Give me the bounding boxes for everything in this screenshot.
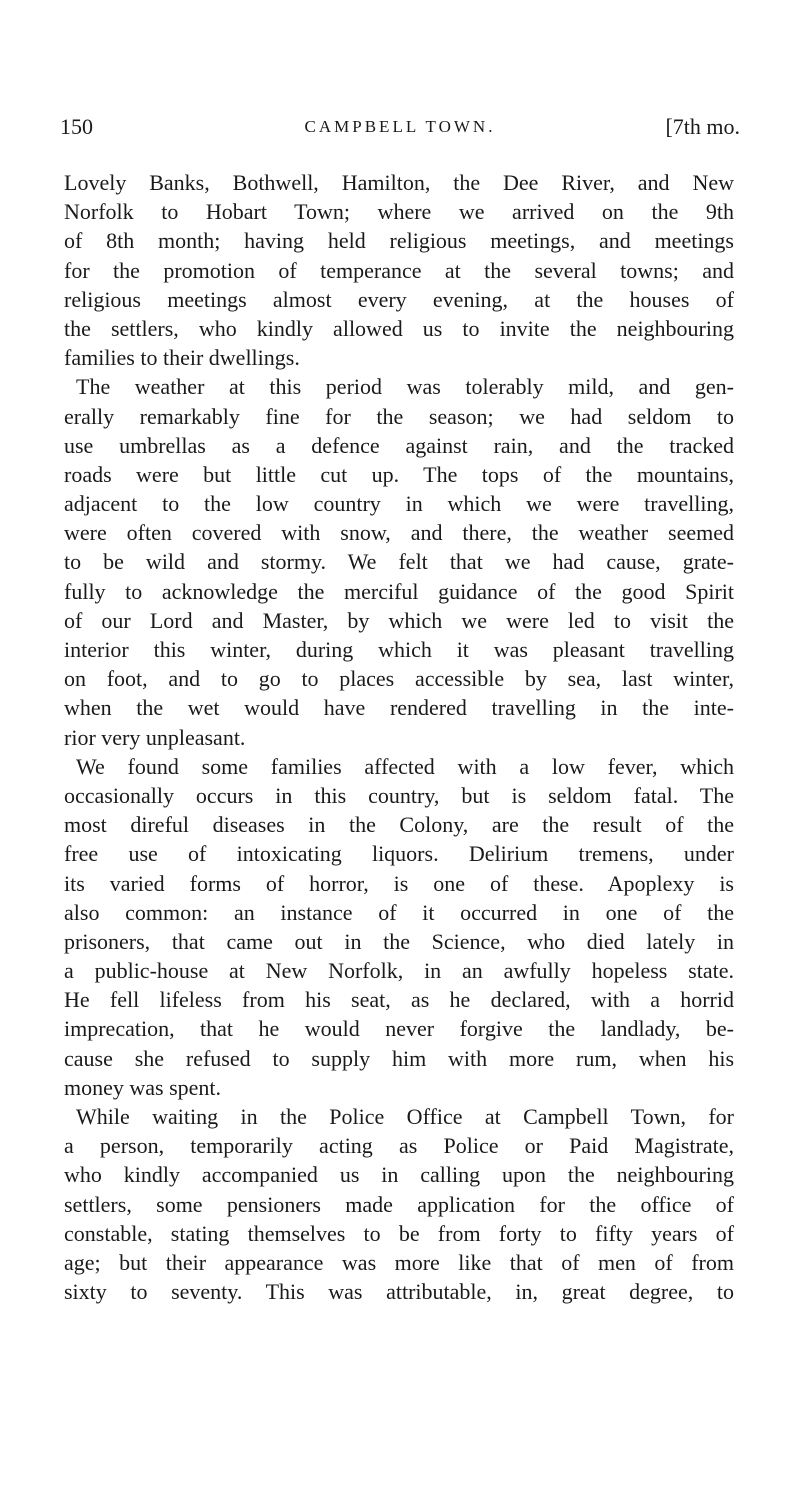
text-line: when the wet would have rendered travelling in the inte-	[64, 695, 734, 721]
text-line: cause she refused to supply him with more rum, when his	[64, 1045, 734, 1071]
text-line: most direful diseases in the Colony, are the result of the	[64, 812, 734, 838]
text-line: fully to acknowledge the merciful guidance of the good Spirit	[64, 578, 734, 604]
text-line: Norfolk to Hobart Town; where we arrived on the 9th	[64, 199, 734, 225]
text-line: We found some families affected with a low fever, which	[76, 753, 734, 779]
text-line: While waiting in the Police Office at Campbell Town, for	[76, 1104, 734, 1129]
text-line: age; but their appearance was more like that of men of from	[64, 1249, 734, 1275]
text-line: prisoners, that came out in the Science, who died lately in	[64, 928, 734, 954]
text-line: constable, stating themselves to be from forty to fifty years of	[64, 1220, 734, 1246]
section-marker: [7th mo.	[665, 114, 740, 139]
text-line: who kindly accompanied us in calling upon the neighbouring	[64, 1162, 734, 1188]
text-line: were often covered with snow, and there, the weather seemed	[64, 520, 734, 546]
text-line: settlers, some pensioners made application for the office of	[64, 1191, 734, 1217]
text-line: on foot, and to go to places accessible by sea, last winter,	[64, 666, 734, 692]
text-line: use umbrellas as a defence against rain, and the tracked	[64, 432, 734, 458]
text-line: sixty to seventy. This was attributable, in, great degree, to	[64, 1279, 734, 1305]
text-line: He fell lifeless from his seat, as he declared, with a horrid	[64, 987, 734, 1013]
text-line: The weather at this period was tolerably mild, and gen-	[76, 374, 734, 400]
text-line: rior very unpleasant.	[64, 724, 246, 750]
text-line: for the promotion of temperance at the several towns; and	[64, 257, 734, 283]
text-line: its varied forms of horror, is one of these. Apoplexy is	[64, 870, 734, 896]
text-line: Lovely Banks, Bothwell, Hamilton, the Dee River, and New	[64, 170, 734, 195]
text-line: interior this winter, during which it was pleasant travelling	[64, 637, 734, 662]
text-line: families to their dwellings.	[64, 345, 300, 371]
running-title: CAMPBELL TOWN.	[304, 117, 496, 136]
text-line: religious meetings almost every evening, at the houses of	[64, 286, 734, 312]
text-line: of 8th month; having held religious meetings, and meetings	[64, 228, 734, 254]
text-line: imprecation, that he would never forgive the landlady, be-	[64, 1016, 734, 1042]
text-line: also common: an instance of it occurred in one of the	[64, 899, 734, 925]
page-header	[60, 114, 740, 150]
text-line: a person, temporarily acting as Police or Paid Magistrate,	[64, 1133, 734, 1159]
text-line: roads were but little cut up. The tops of the mountains,	[64, 461, 734, 487]
text-line: a public-house at New Norfolk, in an awfully hopeless state.	[64, 958, 734, 984]
text-line: free use of intoxicating liquors. Delirium tremens, under	[64, 841, 734, 867]
text-line: to be wild and stormy. We felt that we had cause, grate-	[64, 549, 734, 575]
body-text	[64, 168, 734, 1306]
text-line: of our Lord and Master, by which we were led to visit the	[64, 607, 734, 633]
text-line: erally remarkably fine for the season; we had seldom to	[64, 403, 734, 429]
text-line: money was spent.	[64, 1074, 222, 1100]
text-line: the settlers, who kindly allowed us to invite the neighbouring	[64, 315, 734, 341]
text-line: occasionally occurs in this country, but is seldom fatal. The	[64, 782, 734, 808]
text-line: adjacent to the low country in which we were travelling,	[64, 491, 734, 517]
page-number: 150	[60, 114, 93, 139]
